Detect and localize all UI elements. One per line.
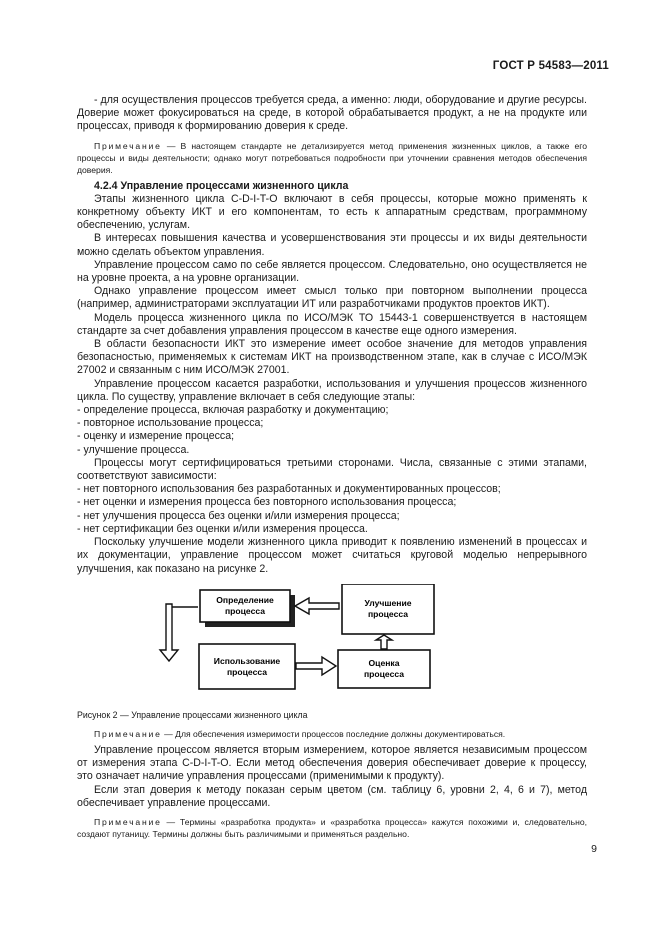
figure-caption: Рисунок 2 — Управление процессами жизненного цикла [77,709,308,720]
define-process-line2: процесса [224,605,266,616]
note-text: — Для обеспечения измеримости процессов последние должны документироваться. [161,728,506,739]
process-cycle-diagram [77,584,587,702]
use-process-line1: Использование [213,655,281,666]
list-item: - определение процесса, включая разработку и документацию; [77,404,389,417]
arrow-define-to-use [160,604,178,661]
note-label: Примечание [94,728,162,739]
list-item: - улучшение процесса. [77,443,190,456]
list-item: - нет улучшения процесса без оценки и/или измерения процесса; [77,509,400,522]
figure-2-process-cycle [77,584,587,702]
note-label: Примечание [94,816,162,827]
note-3 [77,816,587,840]
paragraph: Процессы могут сертифицироваться третьими сторонами. Числа, связанные с этими этапами, соответствуют зависимости: [77,456,587,483]
paragraph: Если этап доверия к методу показан серым цветом (см. таблицу 6, уровни 2, 4, 6 и 7), метод обеспечивает управление процессами. [77,783,587,809]
list-item: - оценку и измерение процесса; [77,430,235,443]
arrow-evaluate-to-improve [376,635,392,649]
arrow-improve-to-define [295,598,339,614]
paragraph: В интересах повышения качества и усовершенствования эти процессы и их виды деятельности можно сделать объектом управления. [77,232,587,258]
evaluate-process-line2: процесса [363,668,405,679]
define-process-line1: Определение [216,594,274,605]
paragraph: Управление процессом касается разработки, использования и улучшения процессов жизненного цикла. По существу, управление включает в себя следующие этапы: [77,377,587,403]
evaluate-process-line1: Оценка [368,657,400,668]
improve-process-line1: Улучшение [364,597,412,608]
paragraph: Управление процессом само по себе является процессом. Следовательно, оно осуществляется не на уровне проекта, а на уровне организации. [77,258,587,285]
note-text: — Термины «разработка продукта» и «разработка процесса» кажутся похожими и, следовательно, создают путаницу. Термины должны быть различимыми и применяться раздельно. [77,816,587,839]
page-number: 9 [591,843,597,855]
paragraph: Однако управление процессом имеет смысл только при повторном выполнении процесса (например, администраторами эксплуатации ИТ или разработчиками продуктов проектов ИКТ). [77,285,587,311]
note-label: Примечание [94,140,162,151]
note-text: — В настоящем стандарте не детализируется метод применения жизненных циклов, а также его процессы и виды деятельности; однако могут потребоваться подробности при уточнении сравнения методов обеспечения доверия. [77,140,587,175]
note-2 [77,728,587,740]
list-item: - нет повторного использования без разработанных и документированных процессов; [77,483,501,496]
paragraph: Этапы жизненного цикла C-D-I-T-O включают в себя процессы, которые можно применять к конкретному объекту ИКТ и его компонентам, то есть к аппаратным средствам, программному обеспечению, услугам. [77,192,587,232]
page-content [77,94,587,844]
list-item: - нет оценки и измерения процесса без повторного использования процесса; [77,496,457,509]
arrow-use-to-evaluate [296,657,336,675]
paragraph: В области безопасности ИКТ это измерение имеет особое значение для методов управления безопасностью, применяемых к системам ИКТ на производственном этапе, как в случае с ИСО/МЭК 27002 и связанным с ним ИСО/МЭК 27001. [77,338,587,377]
paragraph: Модель процесса жизненного цикла по ИСО/МЭК ТО 15443-1 совершенствуется в настоящем стандарте за счет добавления управления процессом в качестве еще одного измерения. [77,311,587,337]
paragraph: Поскольку улучшение модели жизненного цикла приводит к появлению изменений в процессах и их документации, управление процессом может считаться круговой моделью непрерывного улучшения, как показано на рисунке 2. [77,536,587,575]
list-item: - повторное использование процесса; [77,417,264,430]
paragraph-environment: - для осуществления процессов требуется среда, а именно: люди, оборудование и другие ресурсы. Доверие может фокусироваться на среде, в которой обрабатывается продукт, а не на продукте или процессах, приводя к формированию доверия к среде. [77,94,587,133]
paragraph: Управление процессом является вторым измерением, которое является независимым процессом от измерения этапа C-D-I-T-O. Если метод обеспечения доверия обеспечивает доверие к процессу, это означает наличие управления процессами (применимыми к продукту). [77,743,587,783]
document-standard-header: ГОСТ Р 54583—2011 [492,60,609,72]
use-process-line2: процесса [226,666,268,677]
list-item: - нет сертификации без оценки и/или измерения процесса. [77,522,368,535]
section-heading: 4.2.4 Управление процессами жизненного цикла [94,179,349,192]
improve-process-line2: процесса [367,608,409,619]
note-1 [77,140,587,176]
